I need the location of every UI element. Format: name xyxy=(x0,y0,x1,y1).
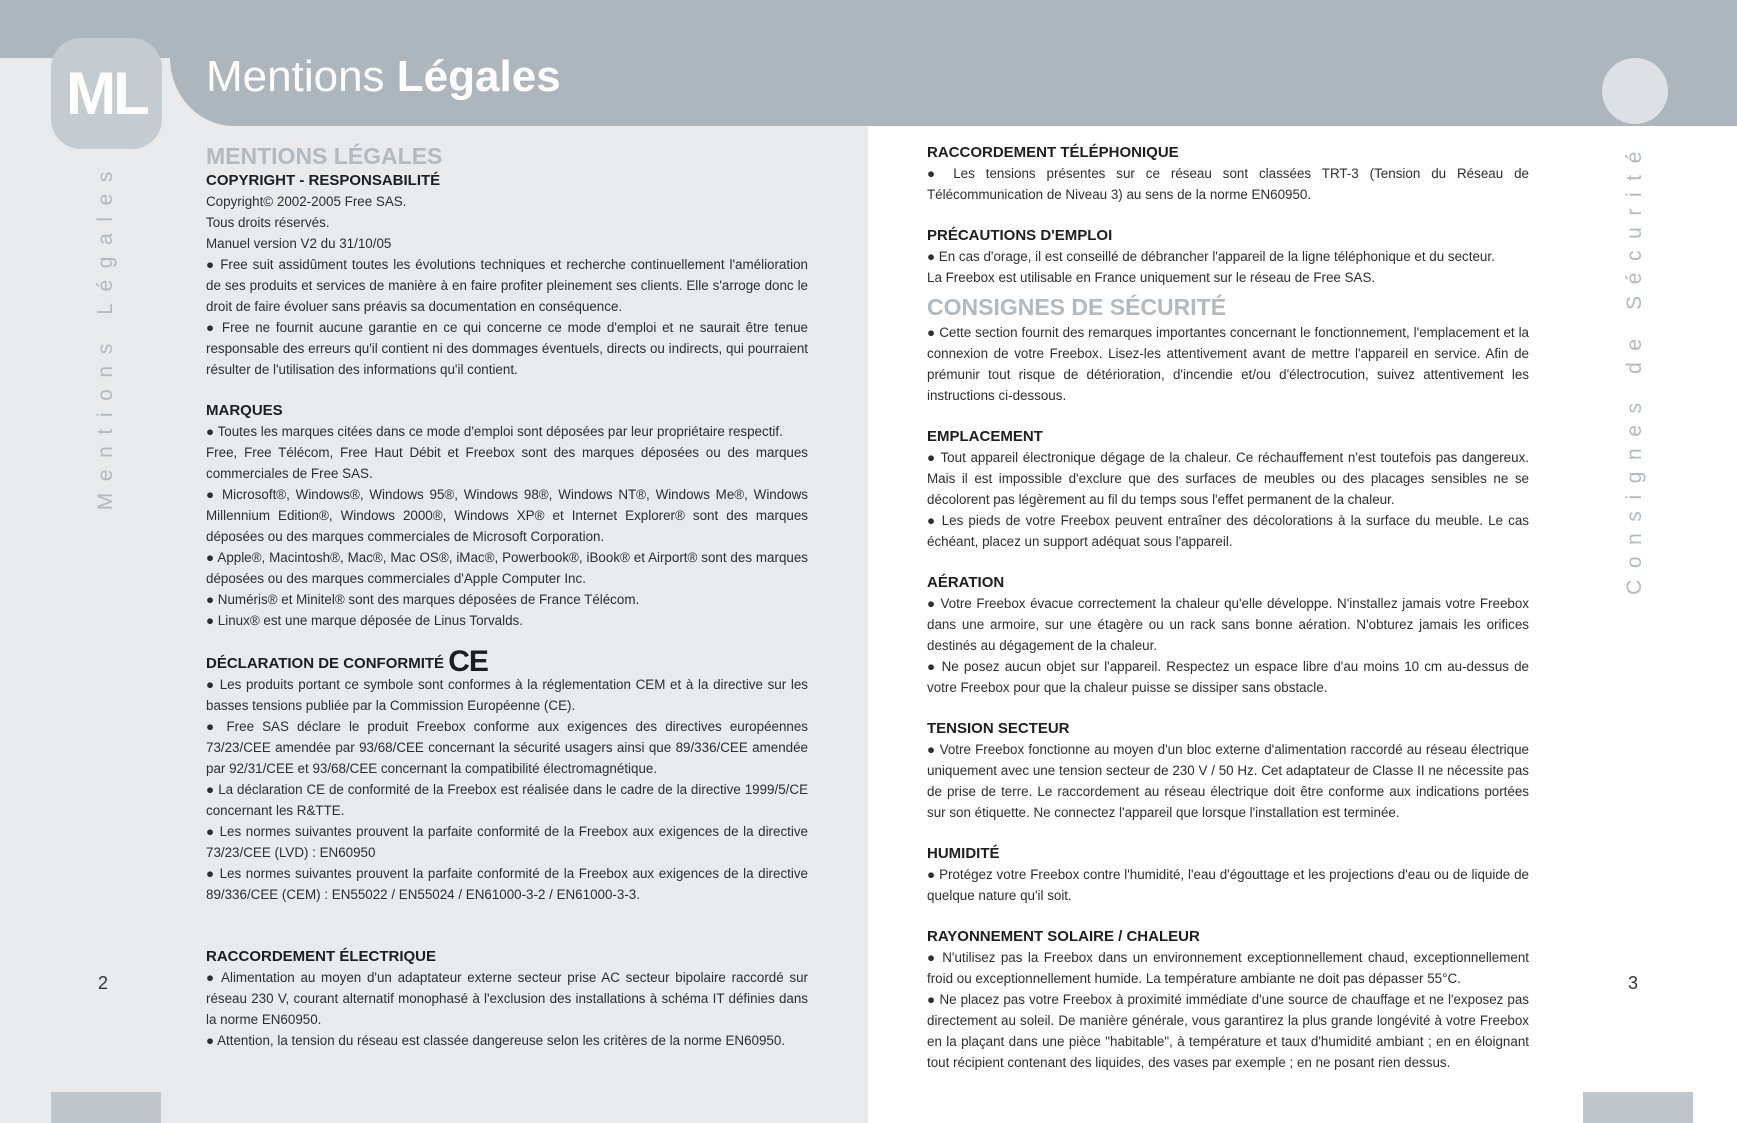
paragraph: ● Les pieds de votre Freebox peuvent entraîner des décolorations à la surface du meuble. Le cas échéant, placez un support adéquat sous l'appareil. xyxy=(927,513,1529,549)
section-title-mentions: MENTIONS LÉGALES xyxy=(206,143,443,169)
marques-heading: MARQUES xyxy=(206,402,283,419)
paragraph: ● Free SAS déclare le produit Freebox conforme aux exigences des directives européennes 73/23/CEE amendée par 93/68/CEE concernant la sécurité usagers ainsi que 89/336/CEE amendée par 92/31/CEE et 93/68/CEE concernant la compatibilité électromagnétique. xyxy=(206,719,808,776)
paragraph: ● Linux® est une marque déposée de Linus Torvalds. xyxy=(206,613,523,628)
aeration-heading: AÉRATION xyxy=(927,574,1005,591)
electrique-heading: RACCORDEMENT ÉLECTRIQUE xyxy=(206,948,437,965)
emplacement-section xyxy=(927,427,1529,552)
humidite-heading: HUMIDITÉ xyxy=(927,845,1000,862)
conformite-heading xyxy=(206,645,808,678)
copyright-heading: COPYRIGHT - RESPONSABILITÉ xyxy=(206,172,441,189)
paragraph: ● Free ne fournit aucune garantie en ce qui concerne ce mode d'emploi et ne saurait être tenue responsable des erreurs qu'il contient ni des dommages éventuels, directs ou indirects, qui pourraient résulter de l'utilisation des informations qu'il contient. xyxy=(206,320,808,377)
header-band xyxy=(0,0,1737,58)
copyright-section xyxy=(206,171,808,380)
marques-section xyxy=(206,401,808,631)
conformite-section xyxy=(206,645,808,905)
copyright-line: Manuel version V2 du 31/10/05 xyxy=(206,236,392,251)
paragraph: ● N'utilisez pas la Freebox dans un environnement exceptionnellement chaud, exceptionnellement froid ou exceptionnellement humide. La température ambiante ne doit pas dépasser 55°C. xyxy=(927,950,1529,986)
page-number-left: 2 xyxy=(98,973,109,993)
conformite-heading-text: DÉCLARATION DE CONFORMITÉ xyxy=(206,655,445,672)
paragraph: ● Ne placez pas votre Freebox à proximité immédiate d'une source de chauffage et ne l'exposez pas directement au soleil. De manière générale, vous garantirez la plus grande longévité à votre Freebox en la plaçant dans une pièce "habitable", à température et taux d'humidité ambiant ; en en éloignant tout récipient contenant des liquides, des vases par exemple ; en ne posant rien dessus. xyxy=(927,992,1529,1070)
paragraph: ● La déclaration CE de conformité de la Freebox est réalisée dans le cadre de la directive 1999/5/CE concernant les R&TTE. xyxy=(206,782,808,818)
spacer xyxy=(927,906,1529,927)
paragraph: ● Les produits portant ce symbole sont conformes à la réglementation CEM et à la directive sur les basses tensions publiée par la Commission Européenne (CE). xyxy=(206,677,808,713)
section-title-consignes: CONSIGNES DE SÉCURITÉ xyxy=(927,294,1227,320)
telephonique-heading: RACCORDEMENT TÉLÉPHONIQUE xyxy=(927,144,1179,161)
paragraph: ● Attention, la tension du réseau est classée dangereuse selon les critères de la norme EN60950. xyxy=(206,1033,786,1048)
paragraph: ● Protégez votre Freebox contre l'humidité, l'eau d'égouttage et les projections d'eau ou de liquide de quelque nature qu'il soit. xyxy=(927,867,1529,903)
section-badge: ML xyxy=(51,38,162,149)
decorative-circle xyxy=(1602,58,1668,124)
spacer xyxy=(206,631,808,652)
spacer xyxy=(927,406,1529,427)
bottom-tab-left xyxy=(51,1092,161,1123)
paragraph: ● Ne posez aucun objet sur l'appareil. Respectez un espace libre d'au moins 10 cm au-dessus de votre Freebox pour que la chaleur puisse se dissiper sans obstacle. xyxy=(927,659,1529,695)
side-label-right: Consignes de Sécurité xyxy=(1623,140,1646,595)
paragraph: ● Votre Freebox fonctionne au moyen d'un bloc externe d'alimentation raccordé au réseau électrique uniquement avec une tension secteur de 230 V / 50 Hz. Cet adaptateur de Classe II ne nécessite pas de prise de terre. Le raccordement au réseau électrique doit être conforme aux indications portées sur son étiquette. Ne connectez l'appareil que lorsque l'installation est terminée. xyxy=(927,742,1529,820)
paragraph: ● En cas d'orage, il est conseillé de débrancher l'appareil de la ligne téléphonique et du secteur. xyxy=(927,249,1495,264)
paragraph: Free, Free Télécom, Free Haut Débit et Freebox sont des marques déposées ou des marques commerciales de Free SAS. xyxy=(206,445,808,481)
copyright-line: Copyright© 2002-2005 Free SAS. xyxy=(206,194,407,209)
page-title xyxy=(206,52,561,102)
spacer xyxy=(927,552,1529,573)
tension-section xyxy=(927,719,1529,823)
copyright-line: Tous droits réservés. xyxy=(206,215,330,230)
solaire-heading: RAYONNEMENT SOLAIRE / CHALEUR xyxy=(927,928,1200,945)
paragraph: ● Apple®, Macintosh®, Mac®, Mac OS®, iMac®, Powerbook®, iBook® et Airport® sont des marques déposées ou des marques commerciales d'Apple Computer Inc. xyxy=(206,550,808,586)
left-column xyxy=(206,143,808,1051)
page-title-bold: Légales xyxy=(396,52,561,101)
paragraph: ● Free suit assidûment toutes les évolutions techniques et recherche continuellement l'amélioration de ses produits et services de manière à en faire profiter pleinement ses clients. Elle s'arroge donc le droit de faire évoluer sans préavis sa documentation en conséquence. xyxy=(206,257,808,314)
spacer xyxy=(927,823,1529,844)
spacer xyxy=(206,380,808,401)
paragraph: ● Votre Freebox évacue correctement la chaleur qu'elle développe. N'installez jamais votre Freebox dans une armoire, sur une étagère ou un rack sans bonne aération. N'obturez jamais les orifices destinés au dégagement de la chaleur. xyxy=(927,596,1529,653)
intro-paragraph: ● Cette section fournit des remarques importantes concernant le fonctionnement, l'emplacement et la connexion de votre Freebox. Lisez-les attentivement avant de mettre l'appareil en service. Afin de prémunir tout risque de détérioration, d'incendie et/ou d'électrocution, suivez attentivement les instructions ci-dessous. xyxy=(927,325,1529,403)
paragraph: La Freebox est utilisable en France uniquement sur le réseau de Free SAS. xyxy=(927,270,1376,285)
bottom-tab-right xyxy=(1583,1092,1693,1123)
spacer xyxy=(927,205,1529,226)
emplacement-heading: EMPLACEMENT xyxy=(927,428,1043,445)
paragraph: ● Alimentation au moyen d'un adaptateur externe secteur prise AC secteur bipolaire raccordé sur réseau 230 V, courant alternatif monophasé à l'exclusion des installations à schéma IT définies dans la norme EN60950. xyxy=(206,970,808,1027)
right-column xyxy=(927,143,1529,1073)
precautions-heading: PRÉCAUTIONS D'EMPLOI xyxy=(927,227,1113,244)
paragraph: ● Tout appareil électronique dégage de la chaleur. Ce réchauffement n'est toutefois pas dangereux. Mais il est impossible d'exclure que des surfaces de meubles ou des placages sensibles ne se décolorent pas légèrement au fil du temps sous l'effet permanent de la chaleur. xyxy=(927,450,1529,507)
precautions-section xyxy=(927,226,1529,288)
telephonique-section xyxy=(927,143,1529,205)
paragraph: ● Les tensions présentes sur ce réseau sont classées TRT-3 (Tension du Réseau de Télécommunication de Niveau 3) au sens de la norme EN60950. xyxy=(927,166,1529,202)
ce-mark: CE xyxy=(448,645,488,678)
page-title-light: Mentions xyxy=(206,52,385,101)
paragraph: ● Les normes suivantes prouvent la parfaite conformité de la Freebox aux exigences de la directive 73/23/CEE (LVD) : EN60950 xyxy=(206,824,808,860)
tension-heading: TENSION SECTEUR xyxy=(927,720,1070,737)
paragraph: ● Les normes suivantes prouvent la parfaite conformité de la Freebox aux exigences de la directive 89/336/CEE (CEM) : EN55022 / EN55024 / EN61000-3-2 / EN61000-3-3. xyxy=(206,866,808,902)
aeration-section xyxy=(927,573,1529,698)
paragraph: ● Toutes les marques citées dans ce mode d'emploi sont déposées par leur propriétaire respectif. xyxy=(206,424,783,439)
solaire-section xyxy=(927,927,1529,1073)
humidite-section xyxy=(927,844,1529,906)
page-number-right: 3 xyxy=(1628,973,1639,993)
electrique-section xyxy=(206,947,808,1051)
spacer xyxy=(206,905,808,947)
paragraph: ● Numéris® et Minitel® sont des marques déposées de France Télécom. xyxy=(206,592,640,607)
spacer xyxy=(927,698,1529,719)
paragraph: ● Microsoft®, Windows®, Windows 95®, Windows 98®, Windows NT®, Windows Me®, Windows Millennium Edition®, Windows 2000®, Windows XP® et Internet Explorer® sont des marques déposées ou des marques commerciales de Microsoft Corporation. xyxy=(206,487,808,544)
side-label-left: Mentions Légales xyxy=(94,160,117,511)
